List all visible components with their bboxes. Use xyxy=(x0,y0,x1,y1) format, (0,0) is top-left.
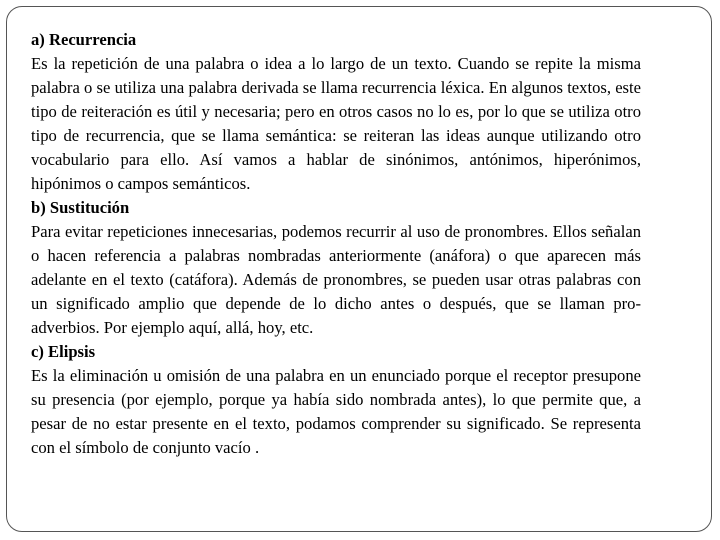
section-heading: a) Recurrencia xyxy=(31,30,137,49)
section-heading: b) Sustitución xyxy=(31,198,130,217)
section-elipsis xyxy=(31,340,641,460)
section-recurrencia xyxy=(31,28,641,196)
document-body xyxy=(31,28,641,460)
section-heading: c) Elipsis xyxy=(31,342,96,361)
section-paragraph: Para evitar repeticiones innecesarias, podemos recurrir al uso de pronombres. Ellos señalan o hacen referencia a palabras nombradas anteriormente (anáfora) o que aparecen más adelante en el texto (catáfora). Además de pronombres, se pueden usar otras palabras con un significado amplio que depende de lo dicho antes o después, que se llaman pro-adverbios. Por ejemplo aquí, allá, hoy, etc. xyxy=(31,222,641,337)
section-paragraph: Es la repetición de una palabra o idea a lo largo de un texto. Cuando se repite la misma palabra o se utiliza una palabra derivada se llama recurrencia léxica. En algunos textos, este tipo de reiteración es útil y necesaria; pero en otros casos no lo es, por lo que se utiliza otro tipo de recurrencia, que se llama semántica: se reiteran las ideas aunque utilizando otro vocabulario para ello. Así vamos a hablar de sinónimos, antónimos, hiperónimos, hipónimos o campos semánticos. xyxy=(31,54,641,193)
section-sustitucion xyxy=(31,196,641,340)
section-paragraph: Es la eliminación u omisión de una palabra en un enunciado porque el receptor presupone su presencia (por ejemplo, porque ya había sido nombrada antes), lo que permite que, a pesar de no estar presente en el texto, podamos comprender su significado. Se representa con el símbolo de conjunto vacío . xyxy=(31,366,641,457)
